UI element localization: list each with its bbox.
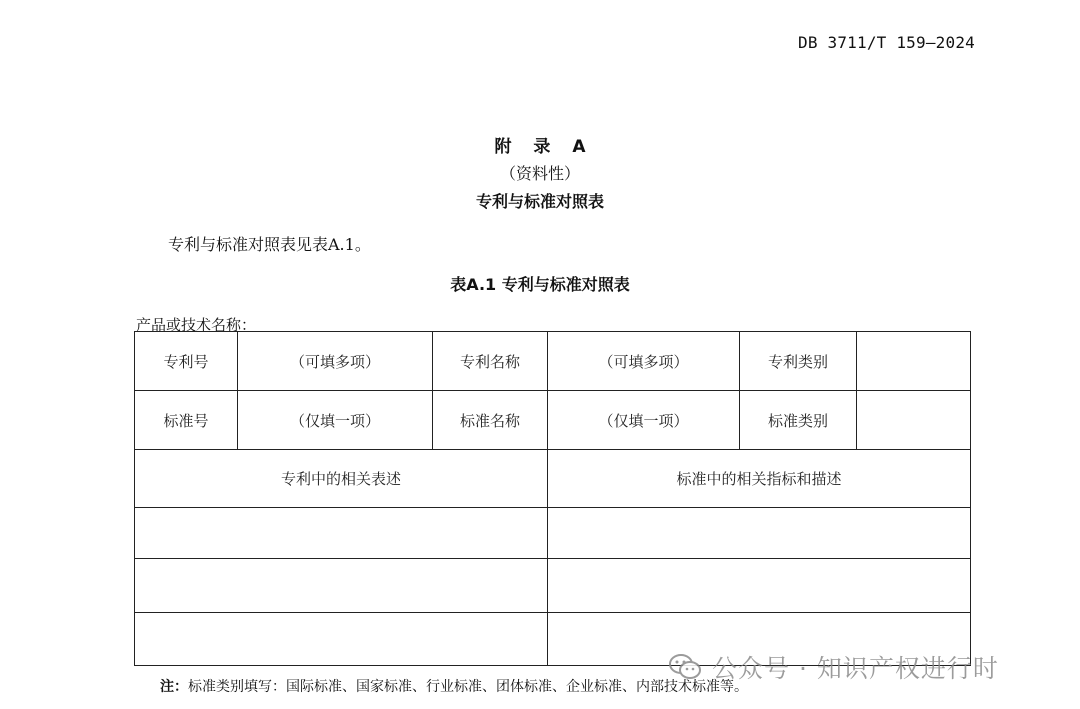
patent-name-value: （可填多项） (548, 332, 740, 391)
patent-standard-table (134, 331, 971, 666)
patent-number-value: （可填多项） (238, 332, 433, 391)
table-row-standard (135, 391, 971, 450)
patent-category-value (857, 332, 971, 391)
standard-number-label: 标准号 (135, 391, 238, 450)
appendix-type: （资料性） (499, 164, 580, 183)
product-name-label: 产品或技术名称： (136, 316, 257, 334)
patent-name-label: 专利名称 (433, 332, 548, 391)
table-row (135, 559, 971, 613)
patent-description-cell (135, 613, 548, 666)
standard-number-value: （仅填一项） (238, 391, 433, 450)
standard-description-cell (548, 508, 971, 559)
wechat-icon (668, 653, 702, 681)
appendix-name: 专利与标准对照表 (475, 192, 604, 211)
document-code: DB 3711/T 159—2024 (798, 33, 975, 52)
appendix-title: 附 录 A (494, 137, 594, 157)
table-row-section-headers (135, 450, 971, 508)
patent-number-label: 专利号 (135, 332, 238, 391)
standard-description-header: 标准中的相关指标和描述 (548, 450, 971, 508)
standard-category-value (857, 391, 971, 450)
note-text: 标准类别填写：国际标准、国家标准、行业标准、团体标准、企业标准、内部技术标准等。 (188, 679, 748, 695)
watermark (668, 650, 999, 684)
intro-paragraph: 专利与标准对照表见表A.1。 (168, 235, 371, 254)
note-prefix: 注： (160, 679, 188, 695)
standard-category-label: 标准类别 (740, 391, 857, 450)
patent-description-cell (135, 508, 548, 559)
table-caption: 表A.1 专利与标准对照表 (450, 275, 630, 294)
standard-name-value: （仅填一项） (548, 391, 740, 450)
patent-category-label: 专利类别 (740, 332, 857, 391)
table-row-patent (135, 332, 971, 391)
patent-description-cell (135, 559, 548, 613)
table-row (135, 508, 971, 559)
patent-description-header: 专利中的相关表述 (135, 450, 548, 508)
standard-description-cell (548, 559, 971, 613)
standard-name-label: 标准名称 (433, 391, 548, 450)
watermark-text: 公众号 · 知识产权进行时 (712, 654, 999, 683)
table-note (160, 676, 748, 696)
